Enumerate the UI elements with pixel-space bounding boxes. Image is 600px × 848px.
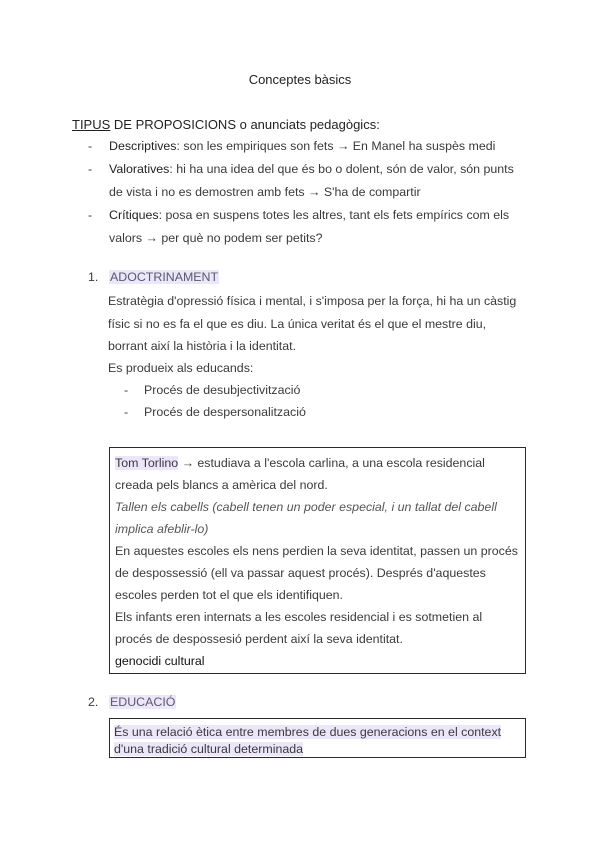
heading-rest: DE PROPOSICIONS o anunciats pedagògics: (110, 117, 380, 132)
box-italic-note: Tallen els cabells (cabell tenen un poder especial, i un tallat del cabell implica afeblir-lo) (115, 500, 497, 536)
section-name: EDUCACIÓ (110, 695, 176, 709)
list-item-text: Procés de desubjectivització (144, 383, 301, 397)
propositions-heading (72, 117, 380, 132)
proposition-term: Crítiques (109, 208, 159, 222)
proposition-text: : hi ha una idea del que és bo o dolent, són de valor, són punts de vista i no es demostren amb fets → S'ha de compartir (109, 162, 514, 199)
box-paragraph: En aquestes escoles els nens perdien la seva identitat, passen un procés de despossessió (ell va passar aquest procés). Després d'aquestes escoles perden tot el que els identifiquen. (115, 544, 518, 602)
list-item-text: Procés de despersonalització (144, 405, 306, 420)
document-title: Conceptes bàsics (248, 72, 352, 87)
section-adoctrinament-description: Estratègia d'opressió física i mental, i s'imposa per la força, hi ha un càstig físic si no es fa el que es diu. La única veritat és el que el mestre diu, borrant així la història i la identitat. (108, 294, 517, 354)
educacio-definition: És una relació ètica entre membres de dues generacions en el context d'una tradició cultural determinada (114, 725, 502, 756)
list-item: - Crítiques: posa en suspens totes les altres, tant els fets empírics com els valors → per què no podem ser petits? (88, 208, 510, 245)
section-number: 1. (88, 270, 99, 284)
list-item: - Valoratives: hi ha una idea del que és bo o dolent, són de valor, són punts de vista i no es demostren amb fets → S'ha de compartir (88, 162, 514, 199)
section-name: ADOCTRINAMENT (110, 270, 219, 284)
box-paragraph: Els infants eren internats a les escoles residencial i es sotmetien al procés de despossesió perdent així la seva identitat. (115, 610, 483, 646)
proposition-term: Descriptives (109, 139, 177, 153)
proposition-text: : son les empiriques son fets → En Manel ha suspès medi (176, 139, 496, 153)
proposition-term: Valoratives (109, 162, 170, 176)
section-number: 2. (88, 695, 99, 709)
list-item: - Procés de despersonalització (124, 405, 306, 420)
box-intro (115, 452, 521, 496)
list-item: - Procés de desubjectivització (124, 383, 301, 397)
list-item: - Descriptives: son les empiriques son fets → En Manel ha suspès medi (88, 139, 496, 153)
educacio-definition-box (109, 718, 526, 758)
box-conclusion: genocidi cultural (115, 654, 205, 668)
tom-torlino-box (109, 447, 526, 674)
box-intro-text: → estudiava a l'escola carlina, a una escola residencial creada pels blancs a amèrica del nord. (115, 456, 485, 492)
box-person-name: Tom Torlino (115, 456, 179, 470)
produces-label: Es produeix als educands: (108, 361, 254, 375)
propositions-list (88, 135, 528, 250)
heading-underlined: TIPUS (72, 117, 111, 132)
produces-list (124, 379, 306, 424)
proposition-text: : posa en suspens totes les altres, tant els fets empírics com els valors → per què no podem ser petits? (109, 208, 510, 245)
